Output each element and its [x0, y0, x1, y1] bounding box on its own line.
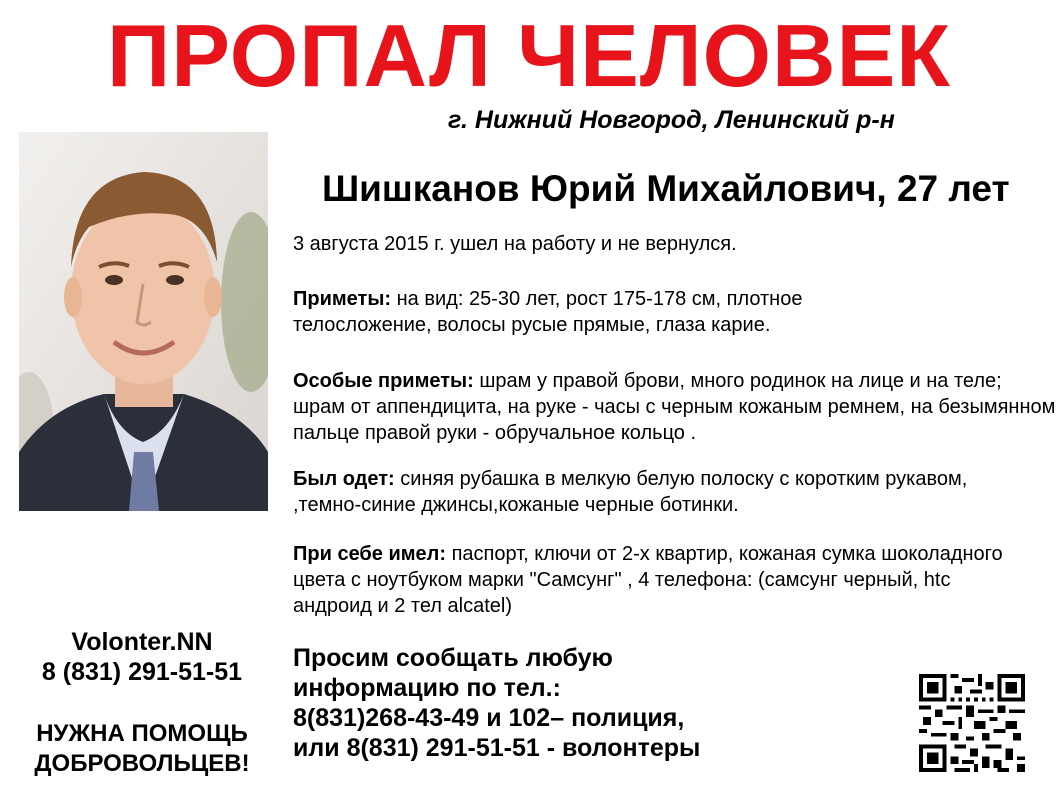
volunteer-phone-line: или 8(831) 291-51-51 - волонтеры — [293, 734, 701, 762]
volunteers-needed — [0, 719, 284, 779]
request-line: Просим сообщать любую — [293, 644, 613, 672]
clothes-label: Был одет: — [293, 468, 395, 490]
belongings-label: При себе имел: — [293, 543, 447, 565]
police-phone-line: 8(831)268-43-49 и 102– полиция, — [293, 704, 685, 732]
disappearance-text: 3 августа 2015 г. ушел на работу и не вернулся. — [293, 233, 737, 255]
poster-title: ПРОПАЛ ЧЕЛОВЕК — [107, 6, 951, 105]
features-text: на вид: 25-30 лет, рост 175-178 см, плотное телосложение, волосы русые прямые, глаза карие. — [293, 288, 803, 336]
special-features-text: шрам у правой брови, много родинок на лице и на теле; шрам от аппендицита, на руке - часы с черным кожаным ремнем, на безымянном пальце правой руки - обручальное кольцо . — [293, 370, 1056, 444]
portrait-illustration — [19, 132, 268, 511]
volunteer-phone: 8 (831) 291-51-51 — [41, 658, 243, 686]
person-photo — [19, 132, 268, 511]
special-features-label: Особые приметы: — [293, 370, 474, 392]
features-paragraph — [293, 286, 933, 338]
clothes-paragraph — [293, 466, 1033, 518]
request-line: информацию по тел.: — [293, 674, 561, 702]
special-features-paragraph — [293, 368, 1058, 446]
help-line: ДОБРОВОЛЬЦЕВ! — [34, 750, 250, 777]
qr-code[interactable] — [918, 674, 1026, 772]
person-name: Шишканов Юрий Михайлович, 27 лет — [322, 168, 1010, 209]
belongings-paragraph — [293, 541, 1018, 619]
volunteer-org: Volonter.NN — [71, 628, 213, 656]
contact-request — [293, 643, 893, 763]
clothes-text: синяя рубашка в мелкую белую полоску с коротким рукавом, ,темно-синие джинсы,кожаные черные ботинки. — [293, 468, 968, 516]
features-label: Приметы: — [293, 288, 392, 310]
help-line: НУЖНА ПОМОЩЬ — [36, 720, 248, 747]
location-text: г. Нижний Новгород, Ленинский р-н — [448, 106, 895, 134]
belongings-text: паспорт, ключи от 2-х квартир, кожаная сумка шоколадного цвета с ноутбуком марки "Самсунг" , 4 телефона: (самсунг черный, htc андроид и 2 тел alcatel) — [293, 543, 1003, 617]
